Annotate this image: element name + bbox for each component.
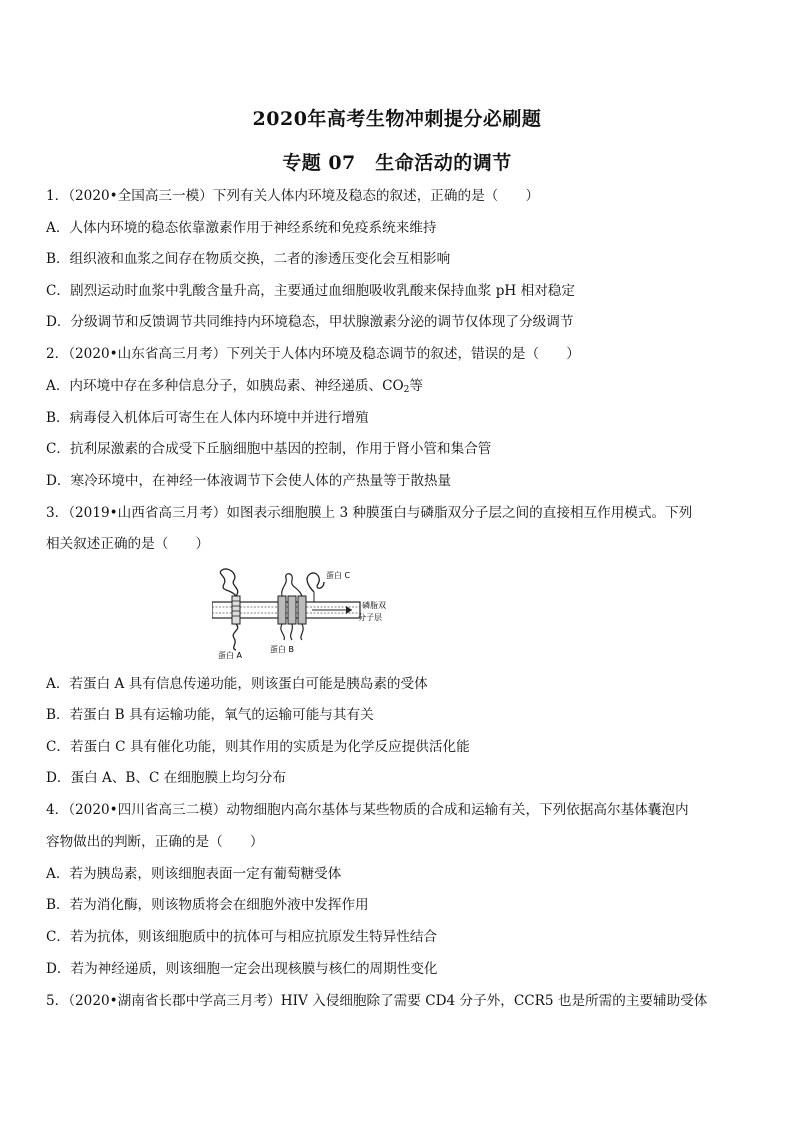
co2-subscript: 2 [403, 385, 410, 395]
question-2-option-a [46, 377, 756, 399]
protein-b-helix [288, 596, 296, 624]
question-2-stem: 2．（2020•山东省高三月考）下列关于人体内环境及稳态调节的叙述，错误的是（ ） [46, 346, 580, 362]
question-4-option-a: A．若为胰岛素，则该细胞表面一定有葡萄糖受体 [46, 866, 342, 882]
question-1-option-d: D．分级调节和反馈调节共同维持内环境稳态，甲状腺激素分泌的调节仅体现了分级调节 [46, 314, 574, 330]
question-3-stem-cont: 相关叙述正确的是（ ） [46, 536, 210, 552]
question-4-option-d: D．若为神经递质，则该细胞一定会出现核膜与核仁的周期性变化 [46, 961, 438, 977]
page-subtitle: 专题 07 生命活动的调节 [282, 152, 512, 174]
protein-b-label: 蛋白 B [270, 645, 295, 654]
protein-a-label: 蛋白 A [218, 651, 243, 660]
protein-a-upper-loop [220, 569, 237, 596]
question-1-option-a: A．人体内环境的稳态依靠激素作用于神经系统和免疫系统来维持 [46, 220, 437, 236]
question-1-stem: 1．（2020•全国高三一模）下列有关人体内环境及稳态的叙述，正确的是（ ） [46, 188, 540, 204]
membrane-protein-figure [212, 566, 402, 660]
question-4-stem: 4．（2020•四川省高三二模）动物细胞内高尔基体与某些物质的合成和运输有关，下列依据高尔基体囊泡内 [46, 802, 689, 818]
question-4-option-b: B．若为消化酶，则该物质将会在细胞外液中发挥作用 [46, 897, 369, 913]
question-3-stem: 3．（2019•山西省高三月考）如图表示细胞膜上 3 种膜蛋白与磷脂双分子层之间的直接相互作用模式。下列 [46, 505, 693, 521]
question-2-option-c: C．抗利尿激素的合成受下丘脑细胞中基因的控制，作用于肾小管和集合管 [46, 441, 492, 457]
protein-c-label: 蛋白 C [326, 571, 351, 580]
bilayer-label-line1: 磷脂双 [362, 601, 386, 610]
protein-a-helix [232, 596, 240, 624]
question-3-option-a: A．若蛋白 A 具有信息传递功能，则该蛋白可能是胰岛素的受体 [46, 676, 428, 692]
question-2-option-d: D．寒冷环境中，在神经一体液调节下会使人体的产热量等于散热量 [46, 473, 452, 489]
question-5-stem: 5．（2020•湖南省长郡中学高三月考）HIV 入侵细胞除了需要 CD4 分子外，CCR5 也是所需的主要辅助受体 [46, 993, 708, 1009]
page-title: 2020年高考生物冲刺提分必刷题 [252, 108, 542, 130]
protein-c-fold [307, 573, 324, 592]
question-4-option-c: C．若为抗体，则该细胞质中的抗体可与相应抗原发生特异性结合 [46, 929, 438, 945]
protein-b-helix [278, 596, 286, 624]
question-2-option-a-tail: 等 [409, 378, 423, 394]
question-2-option-b: B．病毒侵入机体后可寄生在人体内环境中并进行增殖 [46, 410, 369, 426]
question-3-option-d: D．蛋白 A、B、C 在细胞膜上均匀分布 [46, 770, 287, 786]
question-1-option-c: C．剧烈运动时血浆中乳酸含量升高，主要通过血细胞吸收乳酸来保持血浆 pH 相对稳定 [46, 283, 575, 299]
protein-b-lower-loops [281, 624, 303, 640]
question-4-stem-cont: 容物做出的判断，正确的是（ ） [46, 834, 264, 850]
question-3-option-c: C．若蛋白 C 具有催化功能，则其作用的实质是为化学反应提供活化能 [46, 739, 470, 755]
protein-b-helix [298, 596, 306, 624]
bilayer-label-line2: 分子层 [358, 613, 382, 622]
question-2-option-a-text: A．内环境中存在多种信息分子，如胰岛素、神经递质、CO [46, 378, 404, 394]
protein-a-lower-loop [233, 624, 238, 650]
question-3-option-b: B．若蛋白 B 具有运输功能，氧气的运输可能与其有关 [46, 707, 374, 723]
protein-b-upper-loop [282, 574, 302, 596]
question-1-option-b: B．组织液和血浆之间存在物质交换，二者的渗透压变化会互相影响 [46, 251, 451, 267]
